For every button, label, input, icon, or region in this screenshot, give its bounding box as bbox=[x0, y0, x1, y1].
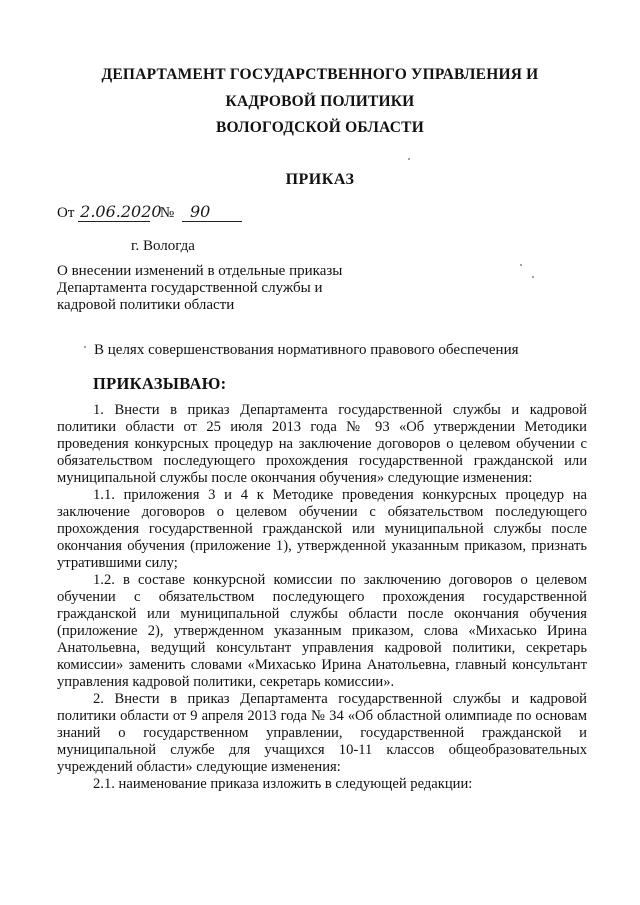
document-type: ПРИКАЗ bbox=[285, 171, 355, 188]
date-prefix: От bbox=[57, 205, 75, 221]
decree-word: ПРИКАЗЫВАЮ: bbox=[93, 374, 227, 393]
paragraph-1-2: 1.2. в составе конкурсной комиссии по заключению договоров о целевом обучении с обязательством последующего прохождения государственной гражданской или муниципальной службы области после окончания обучения (приложение 2), утвержденном указанным приказом, слова «Михасько Ирина Анатольевна, ведущий консультант управления кадровой политики, секретарь комиссии» заменить словами «Михасько Ирина Анатольевна, главный консультант управления кадровой политики, секретарь комиссии». bbox=[57, 572, 587, 690]
paragraph-2-1: 2.1. наименование приказа изложить в следующей редакции: bbox=[93, 776, 473, 792]
purpose-statement: В целях совершенствования нормативного правового обеспечения bbox=[94, 342, 519, 358]
scan-speck bbox=[520, 264, 522, 266]
scan-speck bbox=[84, 346, 86, 348]
document-body bbox=[57, 402, 587, 793]
number-sign: № bbox=[159, 205, 175, 221]
handwritten-number: 90 bbox=[182, 203, 242, 222]
date-number-line bbox=[57, 203, 242, 222]
paragraph-1-1: 1.1. приложения 3 и 4 к Методике проведения конкурсных процедур на заключение договоров о целевом обучении с обязательством последующего прохождения государственной гражданской или муниципальной службы после окончания обучения (приложение 1), утвержденной указанным приказом, признать утратившими силу; bbox=[57, 487, 587, 571]
header-line-3: ВОЛОГОДСКОЙ ОБЛАСТИ bbox=[216, 119, 424, 136]
header-line-2: КАДРОВОЙ ПОЛИТИКИ bbox=[225, 93, 415, 110]
paragraph-1: 1. Внести в приказ Департамента государственной службы и кадровой политики области от 25 июля 2013 года № 93 «Об утверждении Методики проведения конкурсных процедур на заключение договоров о целевом обучении с обязательством последующего прохождения государственной гражданской или муниципальной службы после окончания обучения» следующие изменения: bbox=[57, 402, 587, 486]
scan-speck bbox=[532, 276, 534, 278]
city: г. Вологда bbox=[131, 238, 195, 254]
subject: О внесении изменений в отдельные приказы Департамента государственной службы и кадровой политики области bbox=[57, 263, 343, 313]
scan-speck bbox=[408, 158, 410, 160]
paragraph-2: 2. Внести в приказ Департамента государственной службы и кадровой политики области от 9 апреля 2013 года № 34 «Об областной олимпиаде по основам знаний о государственном управлении, государственной гражданской и муниципальной службе для учащихся 10-11 классов общеобразовательных учреждений области» следующие изменения: bbox=[57, 691, 587, 775]
header-line-1: ДЕПАРТАМЕНТ ГОСУДАРСТВЕННОГО УПРАВЛЕНИЯ И bbox=[101, 66, 539, 83]
handwritten-date: 2.06.2020 bbox=[80, 202, 162, 221]
